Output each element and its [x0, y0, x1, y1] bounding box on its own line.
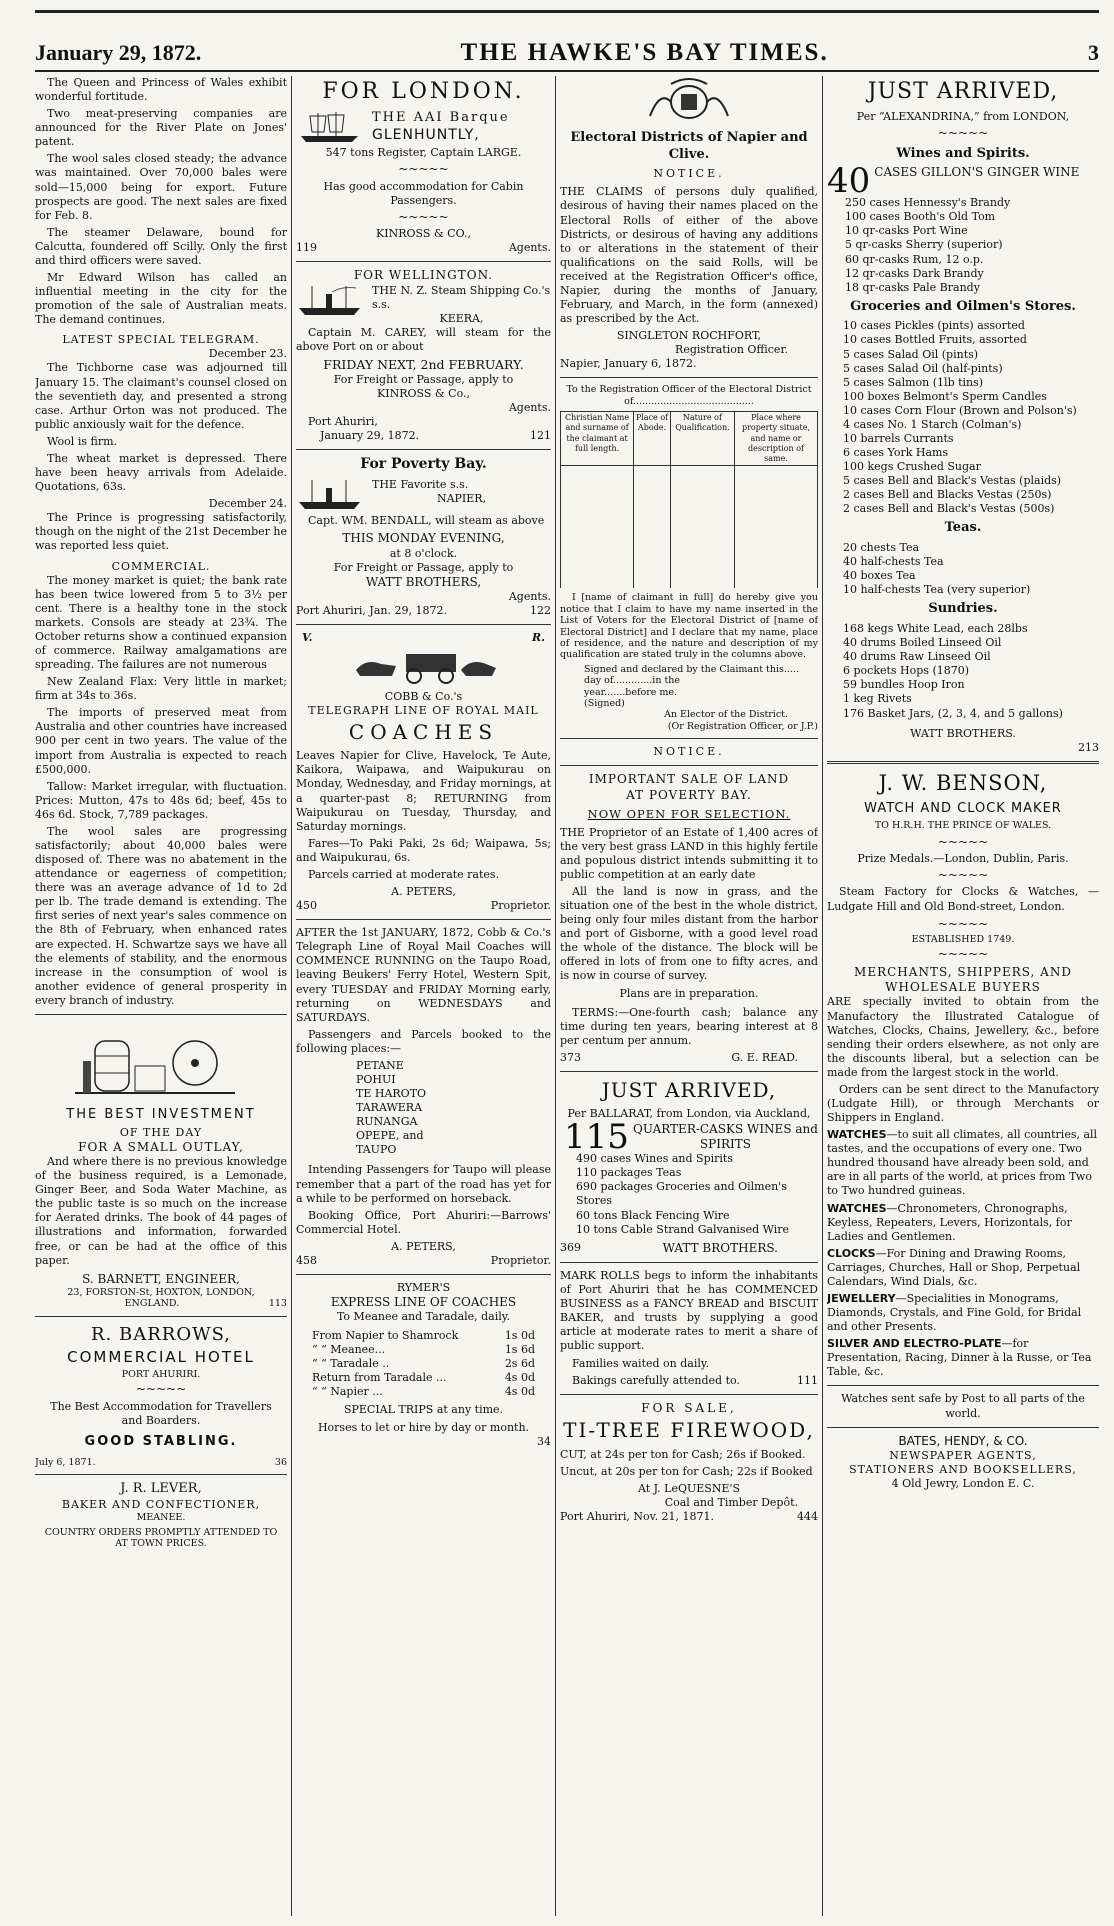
agents-label: Agents. [508, 241, 551, 255]
rymer-title: EXPRESS LINE OF COACHES [330, 1295, 517, 1310]
divider [827, 1385, 1099, 1386]
proprietor-label: Proprietor. [490, 1253, 551, 1267]
wine-item: 60 qr-casks Rum, 12 o.p. [845, 252, 984, 266]
cobb-body: Leaves Napier for Clive, Havelock, Te Aute, Kaikora, Waipawa, and Waipukurau on Monday, Wednesday, and Friday mornings, at a quarter-past 8; RETURNING from Waipukurau on Tuesday, Thursday, and Saturday mornings. [296, 749, 551, 833]
just-arrived-per: Per BALLARAT, from London, via Auckland, [567, 1107, 811, 1121]
benson-trade: WATCH AND CLOCK MAKER [864, 800, 1062, 816]
benson-medals: Prize Medals.—London, Dublin, Paris. [857, 852, 1069, 865]
cobb-parcels: Parcels carried at moderate rates. [308, 867, 500, 881]
just-arrived-number: 115 [564, 1116, 629, 1157]
coach-illustration [296, 646, 551, 686]
wine-item: 100 cases Booth's Old Tom [845, 210, 996, 224]
column-divider [291, 76, 292, 1916]
poverty-ship: NAPIER, [436, 492, 487, 506]
divider [560, 1394, 818, 1395]
ad-number: 369 [560, 1240, 581, 1254]
ornament: ~~~~~ [937, 126, 989, 141]
ad-number: 121 [530, 429, 551, 443]
table-cell [735, 466, 818, 589]
for-sale-heading: FOR SALE, [641, 1400, 737, 1415]
taupo-place: PETANE [356, 1058, 404, 1072]
tea-item: 40 half-chests Tea [843, 555, 944, 569]
bates-address: 4 Old Jewry, London E. C. [891, 1477, 1035, 1491]
ad-number: 213 [1078, 740, 1099, 754]
electoral-signed: Signed and declared by the Claimant this..... [584, 663, 799, 675]
just-arrived-first: QUARTER-CASKS WINES and SPIRITS [632, 1121, 818, 1151]
column-1 [35, 76, 287, 1916]
wine-item: 10 qr-casks Port Wine [845, 224, 968, 238]
poverty-date: THIS MONDAY EVENING, [342, 531, 505, 546]
divider [560, 1071, 818, 1072]
rymer-fare: 4s 0d [504, 1370, 535, 1384]
news-paragraph: The wool sales are progressing satisfactorily; about 40,000 bales were disposed of. There was no abatement in the attendance or eagerness of competition; there was an average advance of 1d to 2d per lb. The trade demand is extending. The first series of next year's sales commence on the 8th of February, when enhanced rates are expected. H. Schwartze says we have all the elements of stability, and the enormous increase in the consumption of wool is another evidence of general prosperity in every branch of industry. [35, 824, 287, 1007]
column-divider [822, 76, 823, 1916]
grocery-item: 5 cases Bell and Black's Vestas (plaids) [843, 474, 1062, 488]
news-paragraph: The steamer Delaware, bound for Calcutta, foundered off Scilly. Only the first and third officers were saved. [35, 225, 287, 267]
just-arrived-heading: JUST ARRIVED, [867, 79, 1059, 104]
ornament: ~~~~~ [937, 947, 989, 962]
cobb-line: TELEGRAPH LINE OF ROYAL MAIL [308, 703, 539, 717]
column-divider [555, 76, 556, 1916]
ornament: ~~~~~ [937, 834, 989, 849]
barrows-date: July 6, 1871. [35, 1456, 96, 1468]
electoral-signed: day of.............in the [584, 675, 681, 687]
wellington-body: Captain M. CAREY, will steam for the above Port on or about [296, 325, 551, 353]
land-heading: IMPORTANT SALE OF LAND [588, 772, 790, 787]
rymer-fare: 4s 0d [504, 1384, 535, 1398]
electoral-signature: SINGLETON ROCHFORT, [616, 329, 762, 343]
barrows-body: and Boarders. [121, 1413, 201, 1427]
grocery-item: 4 cases No. 1 Starch (Colman's) [843, 417, 1022, 431]
rymer-route: “ “ Taradale .. [312, 1356, 390, 1370]
land-body: All the land is now in grass, and the situation one of the best in the whole district, being only four miles distant from the harbor and port of Gisborne, with a good level road the whole of the distance. The block will be offered in lots of from one to fifty acres, and is now in course of survey. [560, 884, 818, 983]
poverty-date: at 8 o'clock. [389, 546, 458, 560]
ad-number: 34 [537, 1435, 551, 1449]
news-paragraph: New Zealand Flax: Very little in market; firm at 34s to 36s. [35, 675, 287, 703]
teas-heading: Teas. [944, 520, 982, 536]
just-arrived-item: 10 tons Cable Strand Galvanised Wire [576, 1222, 790, 1236]
rymer-fare: 2s 6d [504, 1356, 535, 1370]
agents-label: Agents. [508, 401, 551, 415]
divider [827, 1427, 1099, 1428]
wellington-place: Port Ahuriri, [308, 415, 378, 429]
benson-item-value: —Specialities in Monograms, Diamonds, Crystals, and Fine Gold, for Bridal and other Presents. [827, 1291, 1082, 1334]
barrows-stabling: GOOD STABLING. [84, 1433, 238, 1449]
cobb-coaches: COACHES [348, 719, 499, 744]
london-register: 547 tons Register, Captain LARGE. [325, 146, 522, 160]
table-header: Place where property situate, and name or description of same. [735, 412, 818, 466]
electoral-heading: Electoral Districts of Napier and Clive. [570, 130, 808, 162]
rymer-route: Return from Taradale ... [312, 1370, 447, 1384]
sundry-item: 176 Basket Jars, (2, 3, 4, and 5 gallons) [843, 706, 1063, 720]
cobb-fares: Fares—To Paki Paki, 2s 6d; Waipawa, 5s; and Waipukurau, 6s. [296, 836, 551, 864]
electoral-form-table [560, 411, 818, 588]
grocery-item: 10 cases Pickles (pints) assorted [843, 319, 1025, 333]
taupo-place: TARAWERA [356, 1101, 423, 1115]
electoral-body: THE CLAIMS of persons duly qualified, desirous of having their names placed on the Electoral Rolls of either of the above Districts, or desirous of having any additions to or alterations in the statement of their qualifications on the said Rolls, will be received at the Registration Officer's office, Napier, during the months of January, February, and March, in the form (annexed) as prescribed by the Act. [560, 185, 818, 326]
wellington-agent: KINROSS & Co., [377, 387, 470, 401]
news-paragraph: Two meat-preserving companies are announced for the River Plate on Jones' patent. [35, 107, 287, 149]
just-arrived-heading: JUST ARRIVED, [601, 1077, 777, 1102]
ornament: ~~~~~ [937, 868, 989, 883]
rymer-route: “ “ Meanee... [312, 1342, 386, 1356]
news-paragraph: The wheat market is depressed. There have been heavy arrivals from Adelaide. Quotations, 63s. [35, 451, 287, 494]
land-plans: Plans are in preparation. [619, 987, 759, 1001]
poverty-dateline: Port Ahuriri, Jan. 29, 1872. [296, 604, 447, 618]
grocery-item: 10 cases Corn Flour (Brown and Polson's) [843, 403, 1077, 417]
taupo-note: Intending Passengers for Taupo will please remember that a part of the road has yet for a while to be performed on horseback. [296, 1163, 551, 1205]
wines-first: CASES GILLON'S GINGER WINE [874, 165, 1080, 180]
land-open: NOW OPEN FOR SELECTION. [587, 806, 791, 821]
news-paragraph: Mr Edward Wilson has called an influential meeting in the city for the promotion of the sale of Australian meats. The demand continues. [35, 271, 287, 327]
rymer-heading: RYMER'S [396, 1280, 451, 1294]
grocery-item: 2 cases Bell and Blacks Vestas (250s) [843, 488, 1052, 502]
london-intro: THE AAI Barque [372, 110, 510, 126]
ad-number: 111 [797, 1373, 818, 1387]
column-3 [560, 76, 818, 1916]
wine-item: 18 qr-casks Pale Brandy [845, 280, 980, 294]
benson-body: ARE specially invited to obtain from the Manufactory the Illustrated Catalogue of Watches, Clocks, Chains, Jewellery, &c., before sending their orders elsewhere, as not only are the discounts liberal, but a selection can be made from the largest stock in the world. [827, 995, 1099, 1079]
benson-item-key: JEWELLERY [827, 1291, 896, 1305]
rymer-fare: 1s 6d [504, 1342, 535, 1356]
divider [35, 1014, 287, 1015]
table-cell [634, 466, 671, 589]
news-paragraph: The wool sales closed steady; the advance was maintained. Over 70,000 bales were sold—15,000 being for export. Future prospects are good. The next sales are fixed for Feb. 8. [35, 152, 287, 222]
rymer-route: From Napier to Shamrock [312, 1328, 459, 1342]
cobb-r: R. [532, 631, 545, 645]
benson-name: J. W. BENSON, [878, 770, 1048, 795]
ad-number: 373 [560, 1050, 581, 1064]
watt-signature: WATT BROTHERS. [910, 726, 1016, 740]
land-body: THE Proprietor of an Estate of 1,400 acres of the very best grass LAND in this highly fertile and populous district intends submitting it to public competition at an early date [560, 825, 818, 881]
bates-trade: NEWSPAPER AGENTS, [889, 1448, 1037, 1462]
poverty-body: For Freight or Passage, apply to [333, 560, 514, 574]
for-sale-title: TI-TREE FIREWOOD, [563, 1418, 815, 1443]
grocery-item: 5 cases Salmon (1lb tins) [843, 375, 984, 389]
wellington-ship: KEERA, [439, 311, 484, 325]
electoral-form-to: To the Registration Officer of the Electoral District of........................................ [566, 384, 812, 407]
divider [560, 1262, 818, 1263]
commercial-heading: COMMERCIAL. [111, 559, 211, 573]
ad-number: 450 [296, 899, 317, 913]
electoral-elector: (Or Registration Officer, or J.P.) [667, 720, 818, 732]
electoral-signature-title: Registration Officer. [675, 343, 788, 357]
divider [35, 1316, 287, 1317]
sundry-item: 6 pockets Hops (1870) [843, 664, 970, 678]
agents-label: Agents. [508, 590, 551, 604]
benson-merchants: WHOLESALE BUYERS [885, 980, 1041, 995]
electoral-date: Napier, January 6, 1872. [560, 357, 697, 371]
sundry-item: 59 bundles Hoop Iron [843, 678, 965, 692]
benson-item-value: —Chronometers, Chronographs, Keyless, Repeaters, Levers, Horizontals, for Ladies and Gentlemen. [827, 1201, 1072, 1243]
wines-number: 40 [827, 161, 871, 202]
sundries-heading: Sundries. [928, 601, 998, 617]
taupo-body: AFTER the 1st JANUARY, 1872, Cobb & Co.'s Telegraph Line of Royal Mail Coaches will COMMENCE RUNNING on the Taupo Road, leaving Beukers' Ferry Hotel, Western Spit, every TUESDAY and FRIDAY Morning early, returning on WEDNESDAYS and SATURDAYS. [296, 926, 551, 1024]
telegram-date: December 24. [208, 497, 287, 511]
news-paragraph: The Tichborne case was adjourned till January 15. The claimant's counsel closed on the seventieth day, and presented a strong case. Arthur Orton was not produced. The public anxiously wait for the defence. [35, 361, 287, 431]
electoral-signed: year.......before me. [584, 686, 678, 698]
page-number: 3 [1088, 40, 1099, 65]
ad-number: 122 [530, 604, 551, 618]
column-2 [296, 76, 551, 1916]
electoral-notice: NOTICE. [653, 167, 725, 181]
for-sale-depot: Coal and Timber Depôt. [664, 1495, 798, 1509]
wellington-body: THE N. Z. Steam Shipping Co.'s s.s. [372, 283, 551, 311]
steamship-icon [296, 478, 366, 512]
just-arrived-per: Per “ALEXANDRINA,” from LONDON, [856, 110, 1070, 124]
wellington-date: FRIDAY NEXT, 2nd FEBRUARY. [323, 357, 524, 373]
divider [296, 1274, 551, 1275]
wellington-heading: FOR WELLINGTON. [353, 268, 494, 283]
wine-item: 250 cases Hennessy's Brandy [845, 196, 1011, 210]
benson-post: Watches sent safe by Post to all parts of the world. [841, 1392, 1085, 1420]
taupo-place: TE HAROTO [356, 1087, 427, 1101]
news-paragraph: The money market is quiet; the bank rate has been twice lowered from 5 to 3½ per cent. There is a healthy tone in the stock markets. Consols are steady at 23¾. The October returns show a continued expansion of commerce. Railway amalgamations are spreading. The failures are not numerous [35, 573, 287, 672]
divider [560, 765, 818, 766]
poverty-bay-heading: For Poverty Bay. [360, 456, 487, 473]
land-signature: G. E. READ. [731, 1050, 798, 1064]
barrows-hotel: COMMERCIAL HOTEL [67, 1347, 255, 1366]
ornament: ~~~~~ [937, 916, 989, 931]
land-heading: AT POVERTY BAY. [626, 787, 752, 802]
rolls-body: MARK ROLLS begs to inform the inhabitants of Port Ahuriri that he has COMMENCED BUSINESS as a FANCY BREAD and BISCUIT BAKER, and trusts by supplying a good article at moderate rates to merit a share of public support. [560, 1269, 818, 1353]
rolls-bakings: Bakings carefully attended to. [572, 1373, 740, 1387]
news-paragraph: The Prince is progressing satisfactorily, though on the night of the 21st December he was reported less quiet. [35, 511, 287, 553]
london-ship: GLENHUNTLY, [372, 126, 480, 143]
for-sale-body: Uncut, at 20s per ton for Cash; 22s if Booked [560, 1464, 813, 1478]
ornament: ~~~~~ [398, 162, 449, 177]
for-sale-at: At J. LeQUESNE'S [637, 1481, 741, 1495]
grocery-item: 5 cases Salad Oil (half-pints) [843, 361, 1003, 375]
taupo-passengers: Passengers and Parcels booked to the following places:— [296, 1027, 551, 1055]
just-arrived-item: 490 cases Wines and Spirits [576, 1152, 733, 1166]
electoral-signed: (Signed) [584, 697, 625, 709]
news-paragraph: Tallow: Market irregular, with fluctuation. Prices: Mutton, 47s to 48s 6d; beef, 45s to 46s 6d. Stock, 7,789 packages. [35, 779, 287, 821]
newspaper-title: THE HAWKE'S BAY TIMES. [460, 39, 829, 66]
divider [35, 1474, 287, 1475]
news-paragraph: The imports of preserved meat from Australia and other countries have increased 900 per cent in two years. The value of the import from Australia is expected to reach £500,000. [35, 706, 287, 776]
barnett-heading: THE BEST INVESTMENT [66, 1107, 256, 1122]
benson-item-value: —For Dining and Drawing Rooms, Carriages, Churches, Hall or Shop, Perpetual Calendars, Wind Dials, &c. [827, 1246, 1081, 1288]
wine-item: 12 qr-casks Dark Brandy [845, 266, 984, 280]
grocery-item: 6 cases York Hams [843, 446, 949, 460]
wellington-body: For Freight or Passage, apply to [333, 373, 514, 387]
london-agent: KINROSS & CO., [376, 227, 471, 241]
for-sale-date: Port Ahuriri, Nov. 21, 1871. [560, 1509, 715, 1523]
divider [560, 738, 818, 739]
rymer-subtitle: To Meanee and Taradale, daily. [336, 1310, 511, 1324]
benson-item-key: WATCHES [827, 1128, 887, 1142]
divider [827, 761, 1099, 764]
divider [296, 919, 551, 920]
royal-arms-emblem [560, 76, 818, 122]
sundry-item: 168 kegs White Lead, each 28lbs [843, 622, 1028, 636]
tea-item: 10 half-chests Tea (very superior) [843, 583, 1031, 597]
wine-item: 5 qr-casks Sherry (superior) [845, 238, 1003, 252]
grocery-item: 100 kegs Crushed Sugar [843, 460, 981, 474]
table-header: Christian Name and surname of the claimant at full length. [561, 412, 634, 466]
rymer-horses: Horses to let or hire by day or month. [317, 1420, 530, 1434]
table-header: Place of Abode. [634, 412, 671, 466]
proprietor-label: Proprietor. [490, 899, 551, 913]
ornament: ~~~~~ [398, 209, 449, 224]
telegram-heading: LATEST SPECIAL TELEGRAM. [62, 333, 260, 347]
poverty-agent: WATT BROTHERS, [365, 574, 482, 589]
ad-number: 113 [268, 1298, 287, 1310]
table-header: Nature of Qualification. [670, 412, 734, 466]
taupo-place: TAUPO [356, 1143, 397, 1157]
grocery-item: 5 cases Salad Oil (pints) [843, 347, 979, 361]
lever-trade: BAKER AND CONFECTIONER, [61, 1497, 261, 1511]
barrows-place: PORT AHURIRI. [121, 1369, 201, 1381]
taupo-booking: Booking Office, Port Ahuriri:—Barrows' Commercial Hotel. [296, 1208, 551, 1236]
lever-name: J. R. LEVER, [120, 1480, 202, 1496]
wines-heading: Wines and Spirits. [896, 145, 1030, 161]
grocery-item: 10 cases Bottled Fruits, assorted [843, 333, 1027, 347]
grocery-item: 2 cases Bell and Black's Vestas (500s) [843, 502, 1055, 516]
poverty-body: Capt. WM. BENDALL, will steam as above [308, 514, 545, 528]
lever-note: COUNTRY ORDERS PROMPTLY ATTENDED TO [44, 1527, 278, 1539]
grocery-item: 10 barrels Currants [843, 432, 954, 446]
just-arrived-item: 690 packages Groceries and Oilmen's Stores [576, 1180, 787, 1208]
rolls-families: Families waited on daily. [572, 1356, 710, 1370]
for-sale-body: CUT, at 24s per ton for Cash; 26s if Booked. [560, 1447, 806, 1461]
tea-item: 40 boxes Tea [843, 569, 916, 583]
issue-date: January 29, 1872. [35, 40, 202, 65]
divider [296, 624, 551, 625]
taupo-signature: A. PETERS, [391, 1239, 456, 1253]
groceries-heading: Groceries and Oilmen's Stores. [850, 298, 1076, 314]
electoral-form-text: I [name of claimant in full] do hereby give you notice that I claim to have my name inserted in the List of Voters for the Electoral District of [name of Electoral District] and I declare that my name, place of residence, and the nature and description of my qualification are stated truly in the columns above. [560, 592, 818, 661]
masthead-rule [35, 70, 1099, 72]
rymer-route: “ “ Napier ... [312, 1384, 383, 1398]
divider [296, 449, 551, 450]
poverty-body: THE Favorite s.s. [372, 478, 469, 492]
grocery-item: 100 boxes Belmont's Sperm Candles [843, 389, 1047, 403]
london-heading: FOR LONDON. [322, 79, 525, 104]
bates-name: BATES, HENDY, & CO. [898, 1433, 1028, 1448]
benson-established: ESTABLISHED 1749. [911, 933, 1015, 945]
barnett-address: 23, FORSTON-St, HOXTON, LONDON, [67, 1287, 255, 1299]
barrows-body: The Best Accommodation for Travellers [50, 1399, 272, 1413]
news-paragraph: Wool is firm. [47, 434, 118, 448]
wellington-dateline: January 29, 1872. [320, 429, 420, 443]
taupo-place: RUNANGA [356, 1115, 418, 1129]
cobb-v: V. [302, 631, 313, 645]
ornament: ~~~~~ [135, 1382, 187, 1397]
benson-to: TO H.R.H. THE PRINCE OF WALES. [874, 820, 1052, 832]
benson-orders: Orders can be sent direct to the Manufactory (Ludgate Hill), or through Merchants or Shippers in England. [827, 1082, 1099, 1125]
top-rule [35, 10, 1099, 13]
cobb-name: COBB & Co.'s [384, 689, 463, 703]
cobb-signature: A. PETERS, [391, 885, 456, 899]
barnett-signature: S. BARNETT, ENGINEER, [82, 1271, 240, 1286]
ad-number: 444 [797, 1509, 818, 1523]
ship-icon [296, 110, 366, 144]
benson-item-value: —to suit all climates, all countries, all tastes, and the occupations of every one. Two hundred thousand have already been sold, and are in all parts of the world, at prices from Two to Two hundred guineas. [827, 1128, 1098, 1198]
sundry-item: 40 drums Raw Linseed Oil [843, 650, 991, 664]
land-terms: TERMS:—One-fourth cash; balance any time during ten years, bearing interest at 8 per centum per annum. [560, 1005, 818, 1047]
telegram-date: December 23. [208, 347, 287, 361]
taupo-place: OPEPE, and [356, 1129, 424, 1143]
just-arrived-item: 110 packages Teas [576, 1166, 682, 1180]
benson-item-key: CLOCKS [827, 1246, 876, 1260]
taupo-place: POHUI [356, 1072, 396, 1086]
divider [560, 377, 818, 378]
steamship-icon [296, 284, 366, 318]
barnett-subheading: FOR A SMALL OUTLAY, [78, 1139, 244, 1154]
benson-factory: Steam Factory for Clocks & Watches, —Ludgate Hill and Old Bond-street, London. [827, 885, 1099, 913]
rymer-special: SPECIAL TRIPS at any time. [343, 1402, 504, 1416]
just-arrived-signature: WATT BROTHERS. [662, 1240, 778, 1255]
benson-item-key: SILVER AND ELECTRO-PLATE [827, 1337, 1002, 1351]
bates-trade: STATIONERS AND BOOKSELLERS, [849, 1463, 1077, 1477]
tea-item: 20 chests Tea [843, 541, 920, 555]
sundry-item: 40 drums Boiled Linseed Oil [843, 636, 1002, 650]
column-4 [827, 76, 1099, 1916]
benson-item-value: —for Presentation, Racing, Dinner à la Russe, or Tea Table, &c. [827, 1337, 1092, 1379]
lever-note: AT TOWN PRICES. [115, 1538, 207, 1550]
ad-number: 458 [296, 1253, 317, 1267]
barnett-subheading: OF THE DAY [119, 1125, 203, 1139]
ad-number: 119 [296, 241, 317, 255]
ad-number: 36 [274, 1456, 287, 1468]
lever-place: MEANEE. [136, 1511, 186, 1523]
divider [296, 261, 551, 262]
barnett-address: ENGLAND. [124, 1298, 180, 1310]
table-cell [561, 466, 634, 589]
masthead [35, 40, 1099, 66]
sundry-item: 1 keg Rivets [843, 692, 912, 706]
barrows-name: R. BARROWS, [91, 1323, 231, 1345]
barnett-body: And where there is no previous knowledge of the business required, is a Lemonade, Ginger Beer, and Soda Water Machine, as the public taste is so much on the increase for Aerated drinks. The book of 44 pages of illustrations and information, forwarded free, or can be had at the office of this paper. [35, 1155, 287, 1267]
soda-machine-illustration [35, 1021, 287, 1101]
table-cell [670, 466, 734, 589]
benson-item-key: WATCHES [827, 1201, 887, 1215]
london-body: Has good accommodation for Cabin Passengers. [323, 179, 524, 207]
news-paragraph: The Queen and Princess of Wales exhibit wonderful fortitude. [35, 76, 287, 104]
electoral-elector: An Elector of the District. [664, 709, 788, 721]
benson-merchants: MERCHANTS, SHIPPERS, AND [854, 964, 1072, 979]
land-notice: NOTICE. [653, 745, 725, 759]
rymer-fare: 1s 0d [504, 1328, 535, 1342]
just-arrived-item: 60 tons Black Fencing Wire [576, 1208, 730, 1222]
